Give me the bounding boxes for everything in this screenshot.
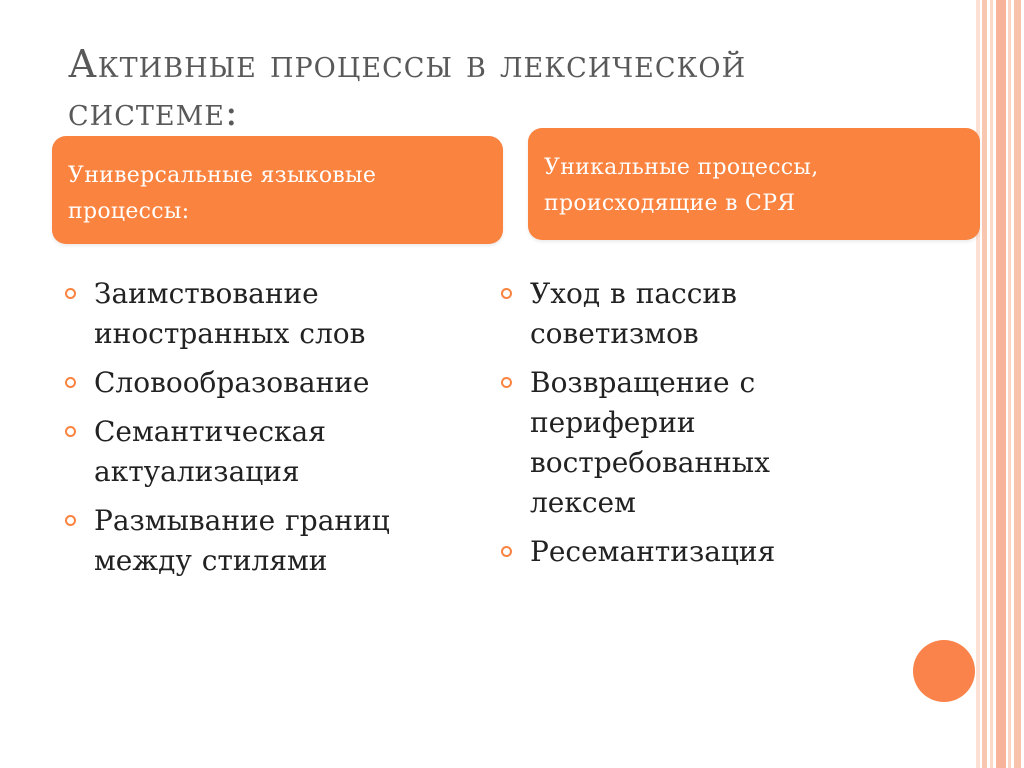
list-item-text: Уход в пассив советизмов	[530, 277, 737, 350]
right-column-header-label: Уникальные процессы, происходящие в СРЯ	[544, 155, 819, 216]
list-item	[64, 274, 474, 354]
list-item	[64, 501, 474, 581]
list-item-text: Размывание границ между стилями	[94, 504, 390, 577]
left-column-header	[52, 136, 503, 244]
list-item	[64, 412, 474, 492]
ring-bullet-icon	[65, 426, 76, 437]
list-item	[500, 274, 840, 354]
ring-bullet-icon	[501, 546, 512, 557]
ring-bullet-icon	[65, 288, 76, 299]
list-item	[64, 363, 474, 403]
ring-bullet-icon	[65, 377, 76, 388]
list-item	[500, 363, 840, 523]
ring-bullet-icon	[501, 288, 512, 299]
ring-bullet-icon	[65, 515, 76, 526]
right-process-list	[500, 274, 840, 581]
ring-bullet-icon	[501, 377, 512, 388]
list-item-text: Возвращение с периферии востребованных лексем	[530, 366, 770, 519]
decorative-side-stripes	[976, 0, 1024, 768]
list-item-text: Заимствование иностранных слов	[94, 277, 366, 350]
orange-circle-icon	[913, 640, 975, 702]
right-column-header	[528, 128, 980, 240]
list-item	[500, 532, 840, 572]
left-process-list	[64, 274, 474, 590]
list-item-text: Словообразование	[94, 366, 370, 399]
left-column-header-label: Универсальные языковые процессы:	[68, 163, 377, 224]
list-item-text: Семантическая актуализация	[94, 415, 326, 488]
slide-title: Активные процессы в лексической системе:	[68, 42, 747, 134]
list-item-text: Ресемантизация	[530, 535, 776, 568]
